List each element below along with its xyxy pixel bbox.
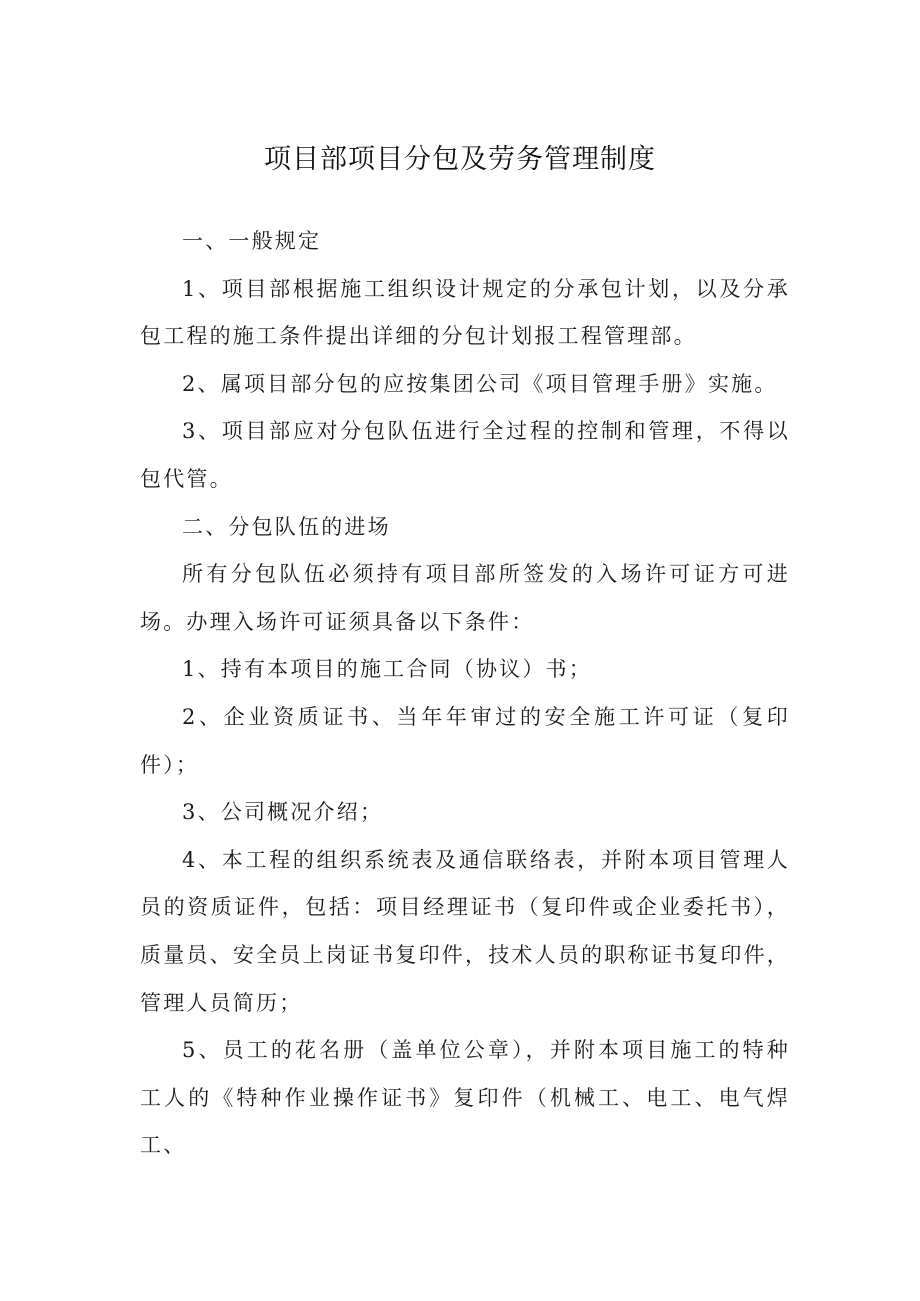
section-heading: 一、一般规定 [182,229,322,253]
list-item: 3、公司概况介绍； [182,800,384,825]
paragraph: 1、项目部根据施工组织设计规定的分承包计划，以及分承包工程的施工条件提出详细的分包计划报工程管理部。 [140,276,790,349]
list-item: 4、本工程的组织系统表及通信联络表，并附本项目管理人员的资质证件，包括：项目经理证书（复印件或企业委托书），质量员、安全员上岗证书复印件，技术人员的职称证书复印件，管理人员简历； [140,847,790,1015]
list-item: 1、持有本项目的施工合同（协议）书； [182,657,592,682]
section-heading: 二、分包队伍的进场 [182,514,391,539]
paragraph: 3、项目部应对分包队伍进行全过程的控制和管理，不得以包代管。 [140,419,790,491]
paragraph: 2、属项目部分包的应按集团公司《项目管理手册》实施。 [182,371,778,396]
document-body [140,218,790,1170]
list-item: 2、企业资质证书、当年年审过的安全施工许可证（复印件）； [140,704,790,777]
paragraph: 所有分包队伍必须持有项目部所签发的入场许可证方可进场。办理入场许可证须具备以下条件： [140,562,790,634]
list-item: 5、员工的花名册（盖单位公章），并附本项目施工的特种工人的《特种作业操作证书》复印件（机械工、电工、电气焊工、 [140,1038,790,1158]
document-title: 项目部项目分包及劳务管理制度 [264,144,656,175]
